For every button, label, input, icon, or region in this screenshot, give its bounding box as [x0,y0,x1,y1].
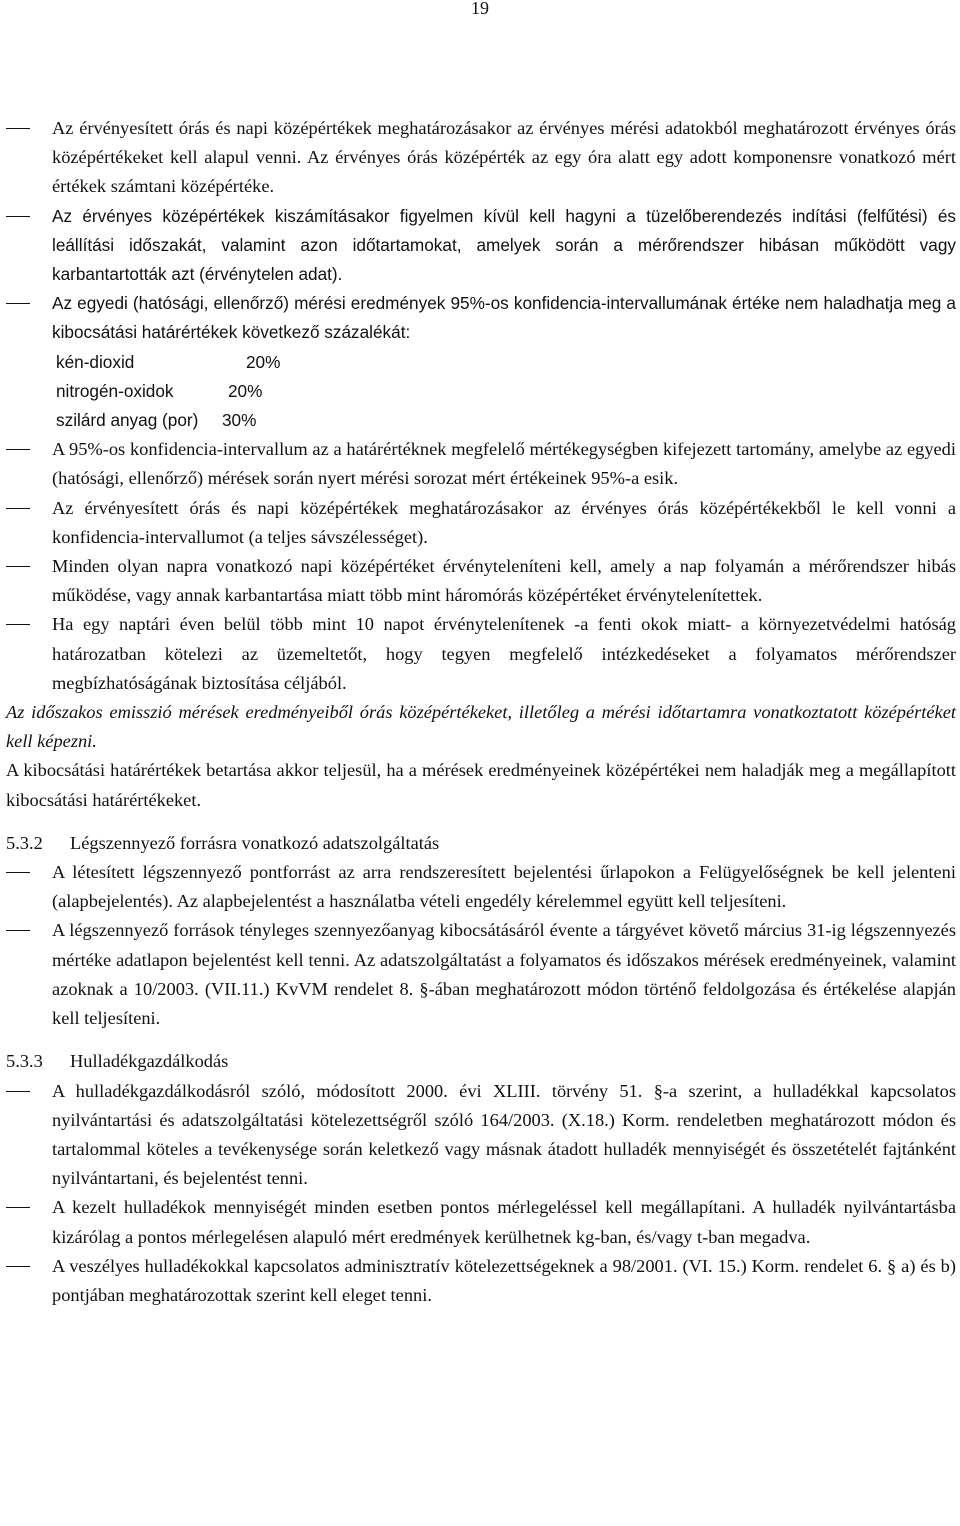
limit-value: 20% [246,351,281,372]
limit-row [56,348,956,377]
italic-paragraph: Az időszakos emisszió mérések eredményeiből órás középértékeket, illetőleg a mérési időtartamra vonatkoztatott középértéket kell képezni. [6,702,956,752]
paragraph: A kibocsátási határértékek betartása akkor teljesül, ha a mérések eredményeinek középértékei nem haladják meg a megállapított kibocsátási határértékeket. [6,760,956,810]
list-item: A kezelt hulladékok mennyiségét minden esetben pontos mérlegeléssel kell megállapítani. A hulladék nyilvántartásba kizárólag a pontos mérlegelésen alapuló mért eredmények kerülhetnek kg-ban, és/vagy t-ban megadva. [6,1193,956,1251]
section-title: Hulladékgazdálkodás [70,1051,229,1072]
list-item: A veszélyes hulladékokkal kapcsolatos adminisztratív kötelezettségeknek a 98/2001. (VI. 15.) Korm. rendelet 6. § a) és b) pontjában meghatározottak szerint kell eleget tenni. [6,1252,956,1310]
section-number: 5.3.3 [6,1051,43,1072]
list-item: Az érvényesített órás és napi középértékek meghatározásakor az érvényes mérési adatokból meghatározott érvényes órás középértékeket kell alapul venni. Az érvényes órás középérték az egy óra alatt egy adott komponensre vonatkozó mért értékek számtani középértéke. [6,114,956,202]
list-item: Az érvényesített órás és napi középértékek meghatározásakor az érvényes órás középértékekből le kell vonni a konfidencia-intervallumot (a teljes sávszélességet). [6,494,956,552]
section-title: Légszennyező forrásra vonatkozó adatszolgáltatás [70,832,440,853]
list-item: Az érvényes középértékek kiszámításakor figyelmen kívül kell hagyni a tüzelőberendezés indítási (felfűtési) és leállítási időszakát, valamint azon időtartamokat, amelyek során a mérőrendszer hibásan működött vagy karbantartották azt (érvénytelen adat). [6,202,956,290]
section-heading [6,1047,956,1076]
limit-name: nitrogén-oxidok [56,380,174,401]
limit-list [6,348,956,436]
list-item: A légszennyező források tényleges szennyezőanyag kibocsátásáról évente a tárgyévet követő március 31-ig légszennyezés mértéke adatlapon bejelentést kell tenni. Az adatszolgáltatást a folyamatos és időszakos mérések eredményeinek, valamint azoknak a 10/2003. (VII.11.) KvVM rendelet 8. §-ában meghatározott módon történő feldolgozása és értékelése alapján kell teljesíteni. [6,916,956,1033]
section-heading [6,829,956,858]
list-item: Minden olyan napra vonatkozó napi középértéket érvényteleníteni kell, amely a nap folyamán a mérőrendszer hibás működése, vagy annak karbantartása miatt több mint háromórás középértéket érvénytelenítettek. [6,552,956,610]
list-item: Az egyedi (hatósági, ellenőrző) mérési eredmények 95%-os konfidencia-intervallumának értéke nem haladhatja meg a kibocsátási határértékek következő százalékát: [6,289,956,347]
section-number: 5.3.2 [6,832,43,853]
limit-name: kén-dioxid [56,351,135,372]
limit-value: 30% [222,410,257,431]
list-item: A létesített légszennyező pontforrást az arra rendszeresített bejelentési űrlapokon a Felügyelőségnek be kell jelenteni (alapbejelentés). Az alapbejelentést a használatba vételi engedély kérelemmel együtt kell teljesíteni. [6,858,956,916]
limit-row [56,406,956,435]
limit-name: szilárd anyag (por) [56,410,199,431]
list-item: Ha egy naptári éven belül több mint 10 napot érvénytelenítenek -a fenti okok miatt- a környezetvédelmi hatóság határozatban kötelezi az üzemeltetőt, hogy tegyen megfelelő intézkedéseket a folyamatos mérőrendszer megbízhatóságának biztosítása céljából. [6,610,956,698]
limit-value: 20% [228,380,263,401]
list-item: A 95%-os konfidencia-intervallum az a határértéknek megfelelő mértékegységben kifejezett tartomány, amelybe az egyedi (hatósági, ellenőrző) mérések során nyert mérési sorozat mért értékeinek 95%-a esik. [6,435,956,493]
page-number: 19 [471,0,489,18]
list-item: A hulladékgazdálkodásról szóló, módosított 2000. évi XLIII. törvény 51. §-a szerint, a hulladékkal kapcsolatos nyilvántartási és adatszolgáltatási kötelezettségről szóló 164/2003. (X.18.) Korm. rendeletben meghatározott módon és tartalommal köteles a tevékenysége során keletkező vagy másnak átadott hulladék mennyiségét és összetételét fajtánként nyilvántartani, és bejelentést tenni. [6,1077,956,1194]
page-content [6,114,956,1310]
limit-row [56,377,956,406]
